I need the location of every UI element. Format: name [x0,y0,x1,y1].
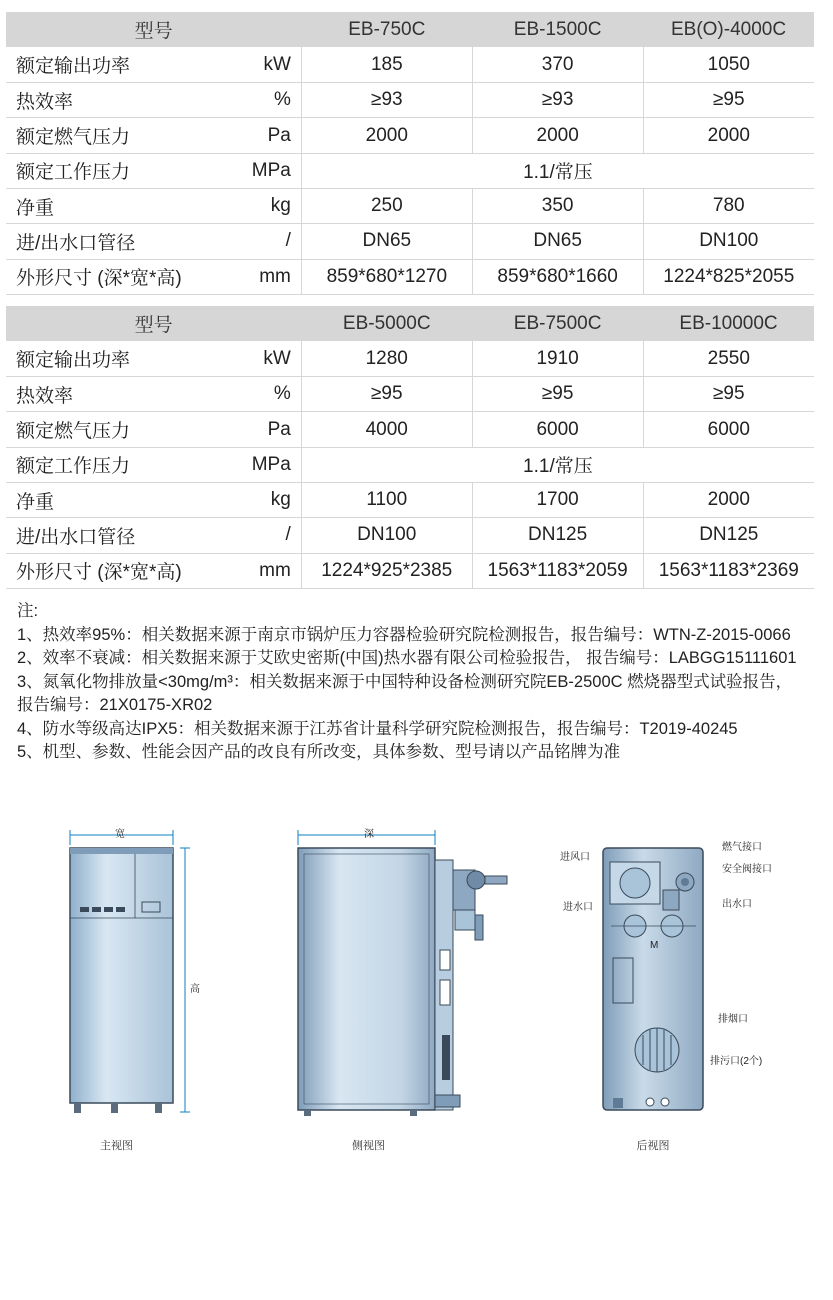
row-label: 热效率 [6,377,229,412]
cell-value: ≥93 [301,83,472,118]
table-header-row [6,306,814,341]
cell-value: 1224*925*2385 [301,553,472,588]
cell-value: DN100 [643,224,814,259]
table-row [6,118,814,153]
table-row [6,83,814,118]
row-unit: Pa [229,412,301,447]
cell-value: DN65 [301,224,472,259]
table-row [6,341,814,376]
row-unit: kg [229,482,301,517]
note-line: 5、机型、参数、性能会因产品的改良有所改变，具体参数、型号请以产品铭牌为准 [17,743,621,761]
cell-value: 2000 [643,482,814,517]
height-label: 高 [190,984,200,995]
row-label: 净重 [6,188,229,223]
front-view-caption: 主视图 [100,1140,133,1152]
notes-section [17,600,833,765]
drain-label: 排污口(2个) [710,1056,763,1067]
cell-value: 6000 [643,412,814,447]
model-name: EB-5000C [301,306,472,341]
cell-value: 1563*1183*2059 [472,553,643,588]
note-line: 1、热效率95%：相关数据来源于南京市锅炉压力容器检验研究院检测报告，报告编号：WTN-Z-2015-0066 [17,625,791,644]
row-unit: kW [229,47,301,82]
table-row [6,188,814,223]
row-label: 进/出水口管径 [6,224,229,259]
cell-value: 2000 [301,118,472,153]
cell-value: 1224*825*2055 [643,259,814,294]
cell-value: 250 [301,188,472,223]
cell-value-span: 1.1/常压 [301,153,814,188]
cell-value: DN100 [301,518,472,553]
row-unit: % [229,377,301,412]
side-view-drawing [290,820,520,1125]
row-label: 外形尺寸 (深*宽*高) [6,259,229,294]
back-view-drawing [595,840,710,1120]
water-outlet-label: 出水口 [722,899,752,910]
row-unit: % [229,83,301,118]
note-line: 2、效率不衰减：相关数据来源于艾欧史密斯(中国)热水器有限公司检验报告， 报告编号：LABGG15111601 [17,649,797,667]
table-row [6,377,814,412]
notes-title: 注: [17,602,39,620]
row-label: 额定燃气压力 [6,118,229,153]
cell-value: ≥95 [643,377,814,412]
cell-value: 350 [472,188,643,223]
depth-label: 深 [364,829,374,840]
row-label: 额定工作压力 [6,153,229,188]
air-inlet-label: 进风口 [560,852,590,863]
row-unit: MPa [229,447,301,482]
cell-value: 2000 [472,118,643,153]
row-label: 外形尺寸 (深*宽*高) [6,553,229,588]
cell-value: DN125 [472,518,643,553]
cell-value: ≥95 [301,377,472,412]
table-row [6,518,814,553]
cell-value: 1280 [301,341,472,376]
cell-value: 1050 [643,47,814,82]
cell-value: DN65 [472,224,643,259]
spec-table-2 [6,306,814,589]
row-label: 净重 [6,482,229,517]
row-label: 热效率 [6,83,229,118]
width-label: 宽 [115,829,125,840]
row-label: 额定输出功率 [6,341,229,376]
row-unit: / [229,518,301,553]
note-line: 报告编号：21X0175-XR02 [17,696,213,714]
cell-value: 1910 [472,341,643,376]
cell-value-span: 1.1/常压 [301,447,814,482]
row-unit: kW [229,341,301,376]
table-row [6,224,814,259]
table-row [6,259,814,294]
note-line: 4、防水等级高达IPX5：相关数据来源于江苏省计量科学研究院检测报告，报告编号：T2019-40245 [17,719,738,738]
table-row [6,47,814,82]
row-unit: kg [229,188,301,223]
cell-value: 4000 [301,412,472,447]
cell-value: 6000 [472,412,643,447]
row-label: 额定工作压力 [6,447,229,482]
cell-value: 859*680*1660 [472,259,643,294]
cell-value: 1563*1183*2369 [643,553,814,588]
model-name: EB-7500C [472,306,643,341]
row-unit: Pa [229,118,301,153]
row-unit: mm [229,553,301,588]
spec-table-1 [6,12,814,295]
cell-value: 1100 [301,482,472,517]
table-row [6,553,814,588]
safety-valve-label: 安全阀接口 [722,864,772,875]
gas-inlet-label: 燃气接口 [722,842,762,853]
row-label: 额定燃气压力 [6,412,229,447]
table-row [6,482,814,517]
model-name: EB-1500C [472,12,643,47]
cell-value: ≥95 [643,83,814,118]
water-inlet-label: 进水口 [563,902,593,913]
cell-value: ≥95 [472,377,643,412]
cell-value: 370 [472,47,643,82]
cell-value: 1700 [472,482,643,517]
flue-label: 排烟口 [718,1014,748,1025]
cell-value: 780 [643,188,814,223]
model-header-label: 型号 [6,12,301,47]
row-label: 额定输出功率 [6,47,229,82]
cell-value: ≥93 [472,83,643,118]
cell-value: DN125 [643,518,814,553]
cell-value: 2000 [643,118,814,153]
row-unit: mm [229,259,301,294]
note-line: 3、氮氧化物排放量<30mg/m³：相关数据来源于中国特种设备检测研究院EB-2500C 燃烧器型式试验报告， [17,672,793,691]
row-unit: MPa [229,153,301,188]
model-header-label: 型号 [6,306,301,341]
model-name: EB(O)-4000C [643,12,814,47]
m-mark-label: M [650,940,659,951]
table-header-row [6,12,814,47]
cell-value: 185 [301,47,472,82]
model-name: EB-10000C [643,306,814,341]
cell-value: 859*680*1270 [301,259,472,294]
table-row [6,412,814,447]
table-row [6,153,814,188]
side-view-caption: 侧视图 [352,1140,385,1152]
model-name: EB-750C [301,12,472,47]
back-view-caption: 后视图 [636,1140,670,1152]
cell-value: 2550 [643,341,814,376]
row-unit: / [229,224,301,259]
row-label: 进/出水口管径 [6,518,229,553]
front-view-drawing [60,820,210,1125]
table-row [6,447,814,482]
